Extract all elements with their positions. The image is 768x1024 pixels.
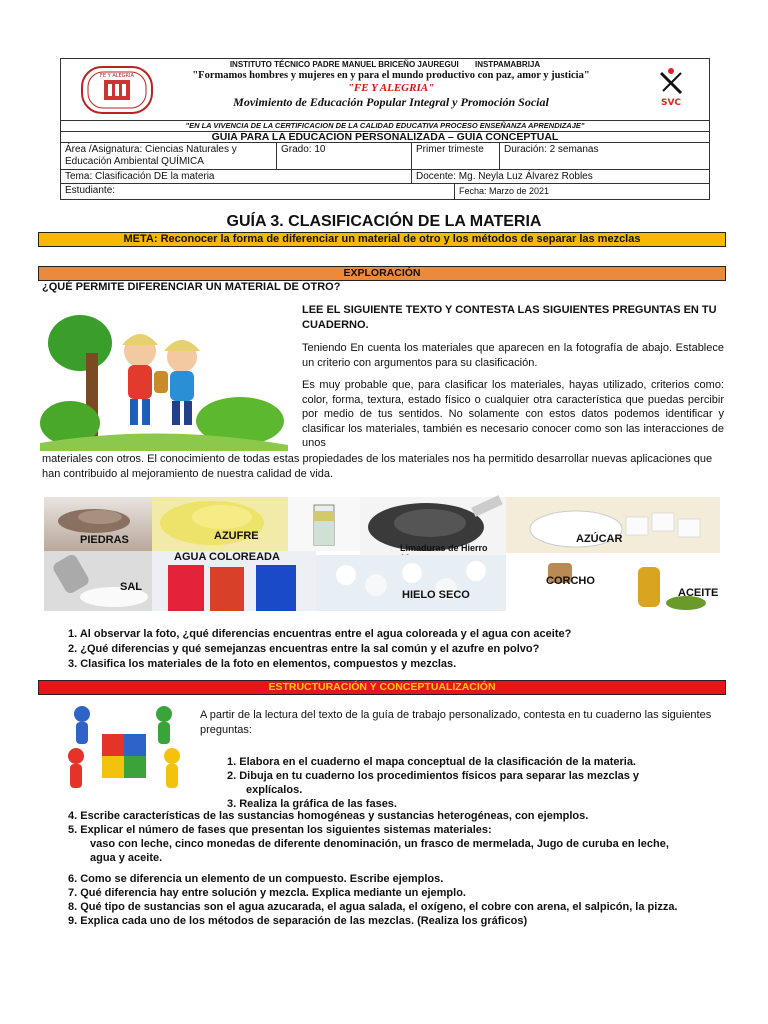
structuring-item-4: 4. Escribe características de las sustancias homogéneas y sustancias heterogéneas, con ejemplos. [68, 810, 589, 822]
photo-hielo-seco [316, 555, 506, 611]
area-row [61, 143, 709, 170]
photo-limaduras [360, 497, 506, 555]
photo-piedras [44, 497, 152, 551]
institute-code: INSTPAMABRIJA [474, 60, 541, 69]
header-top [61, 59, 709, 121]
label-azufre: AZUFRE [214, 530, 259, 542]
svg-text:FE Y ALEGRIA: FE Y ALEGRIA [100, 73, 134, 79]
exploration-question: ¿QUÉ PERMITE DIFERENCIAR UN MATERIAL DE OTRO? [42, 281, 341, 293]
exploration-para2: Es muy probable que, para clasificar los materiales, hayas utilizado, criterios como: color, forma, textura, estado físico o cualquier otra característica que puedas percibir por medio de tus sentidos. No solamente con estos datos podemos identificar y clasificar los materiales, también es necesario conocer como son las interacciones de unos [302, 379, 724, 449]
children-hiking-illustration [40, 303, 288, 451]
label-piedras: PIEDRAS [80, 534, 129, 546]
student-cell: Estudiante: [61, 184, 455, 200]
exploration-instruction: LEE EL SIGUIENTE TEXTO Y CONTESTA LAS SIGUIENTES PREGUNTAS EN TU CUADERNO. [302, 304, 717, 331]
label-limaduras: Limaduras de Hierro [400, 543, 488, 553]
label-sal: SAL [120, 581, 142, 593]
structuring-item-3: 3. Realiza la gráfica de las fases. [227, 798, 397, 810]
exploration-question-3: 3. Clasifica los materiales de la foto en elementos, compuestos y mezclas. [68, 658, 457, 670]
exploration-question-1: 1. Al observar la foto, ¿qué diferencias encuentras entre el agua coloreada y el agua con aceite? [68, 628, 572, 640]
exploration-heading: EXPLORACIÓN [38, 266, 726, 281]
area-cell: Área /Asignatura: Ciencias Naturales y Educación Ambiental QUÍMICA [61, 143, 277, 169]
label-agua: AGUA COLOREADA [174, 551, 280, 563]
photo-corcho-aceite [506, 553, 720, 611]
label-azucar: AZÚCAR [576, 533, 623, 545]
term-cell: Primer trimeste [412, 143, 500, 169]
svg-text:SVC: SVC [660, 98, 682, 108]
structuring-intro: A partir de la lectura del texto de la guía de trabajo personalizado, contesta en tu cuaderno las siguientes preguntas: [200, 709, 712, 736]
certification-row: "EN LA VIVENCIA DE LA CERTIFICACION DE LA CALIDAD EDUCATIVA PROCESO ENSEÑANZA APRENDIZAJE" [61, 121, 709, 132]
materials-photo-collage [44, 497, 720, 611]
exploration-para1: Teniendo En cuenta los materiales que aparecen en la fotografía de abajo. Establece un criterio con argumentos para su clasificación. [302, 342, 724, 369]
label-aceite: ACEITE [678, 587, 719, 599]
structuring-item-5-detail-cont: agua y aceite. [90, 852, 163, 864]
exploration-para2-cont: materiales con otros. El conocimiento de todas estas propiedades de los materiales nos ha permitido desarrollar nuevas aplicaciones que han contribuido al mejoramiento de nuestra calidad de vida. [42, 453, 713, 480]
structuring-item-5-detail: vaso con leche, cinco monedas de diferente denominación, un frasco de mermelada, Jugo de curuba en leche, [90, 838, 669, 850]
structuring-heading: ESTRUCTURACIÓN Y CONCEPTUALIZACIÓN [38, 680, 726, 695]
meta-bar: META: Reconocer la forma de diferenciar un material de otro y los métodos de separar las mezclas [38, 232, 726, 247]
topic-row [61, 170, 709, 184]
svc-logo [649, 65, 693, 111]
structuring-item-2-cont: explícalos. [246, 784, 303, 796]
institute-motto: "Formamos hombres y mujeres en y para el mundo productivo con paz, amor y justicia" [192, 70, 590, 81]
photo-azucar [506, 497, 720, 553]
exploration-question-2: 2. ¿Qué diferencias y qué semejanzas encuentras entre la sal común y el azufre en polvo? [68, 643, 540, 655]
header-table [60, 58, 710, 200]
puzzle-people-illustration [60, 700, 190, 800]
structuring-item-7: 7. Qué diferencia hay entre solución y mezcla. Explica mediante un ejemplo. [68, 887, 466, 899]
photo-sal [44, 551, 152, 611]
teacher-cell: Docente: Mg. Neyla Luz Álvarez Robles [416, 171, 593, 182]
label-hielo: HIELO SECO [402, 589, 470, 601]
page-title: GUÍA 3. CLASIFICACIÓN DE LA MATERIA [226, 213, 542, 230]
fe-alegria-label: "FE Y ALEGRIA" [347, 82, 435, 94]
structuring-item-9: 9. Explica cada uno de los métodos de separación de las mezclas. (Realiza los gráficos) [68, 915, 528, 927]
structuring-item-1: 1. Elabora en el cuaderno el mapa conceptual de la clasificación de la materia. [227, 756, 636, 768]
label-corcho: CORCHO [546, 575, 595, 587]
structuring-item-5: 5. Explicar el número de fases que presentan los siguientes sistemas materiales: [68, 824, 492, 836]
topic-cell: Tema: Clasificación DE la materia [61, 170, 412, 183]
institute-name: INSTITUTO TÉCNICO PADRE MANUEL BRICEÑO JAUREGUI [229, 60, 459, 69]
date-cell: Fecha: Marzo de 2021 [459, 186, 550, 196]
grade-cell: Grado: 10 [277, 143, 412, 169]
movement-line: Movimiento de Educación Popular Integral y Promoción Social [233, 95, 549, 109]
photo-agua-coloreada [152, 551, 316, 611]
student-row [61, 184, 709, 200]
structuring-item-2: 2. Dibuja en tu cuaderno los procedimientos físicos para separar las mezclas y [227, 770, 640, 782]
structuring-item-6: 6. Como se diferencia un elemento de un compuesto. Escribe ejemplos. [68, 873, 444, 885]
duration-cell: Duración: 2 semanas [504, 144, 599, 155]
photo-azufre [152, 497, 288, 551]
guide-type-row: GUIA PARA LA EDUCACION PERSONALIZADA – GUIA CONCEPTUAL [61, 132, 709, 143]
institute-line [61, 60, 709, 69]
structuring-item-8: 8. Qué tipo de sustancias son el agua azucarada, el agua salada, el oxígeno, el cobre con arena, el salpicón, la pizza. [68, 901, 678, 913]
photo-tube [288, 497, 360, 551]
